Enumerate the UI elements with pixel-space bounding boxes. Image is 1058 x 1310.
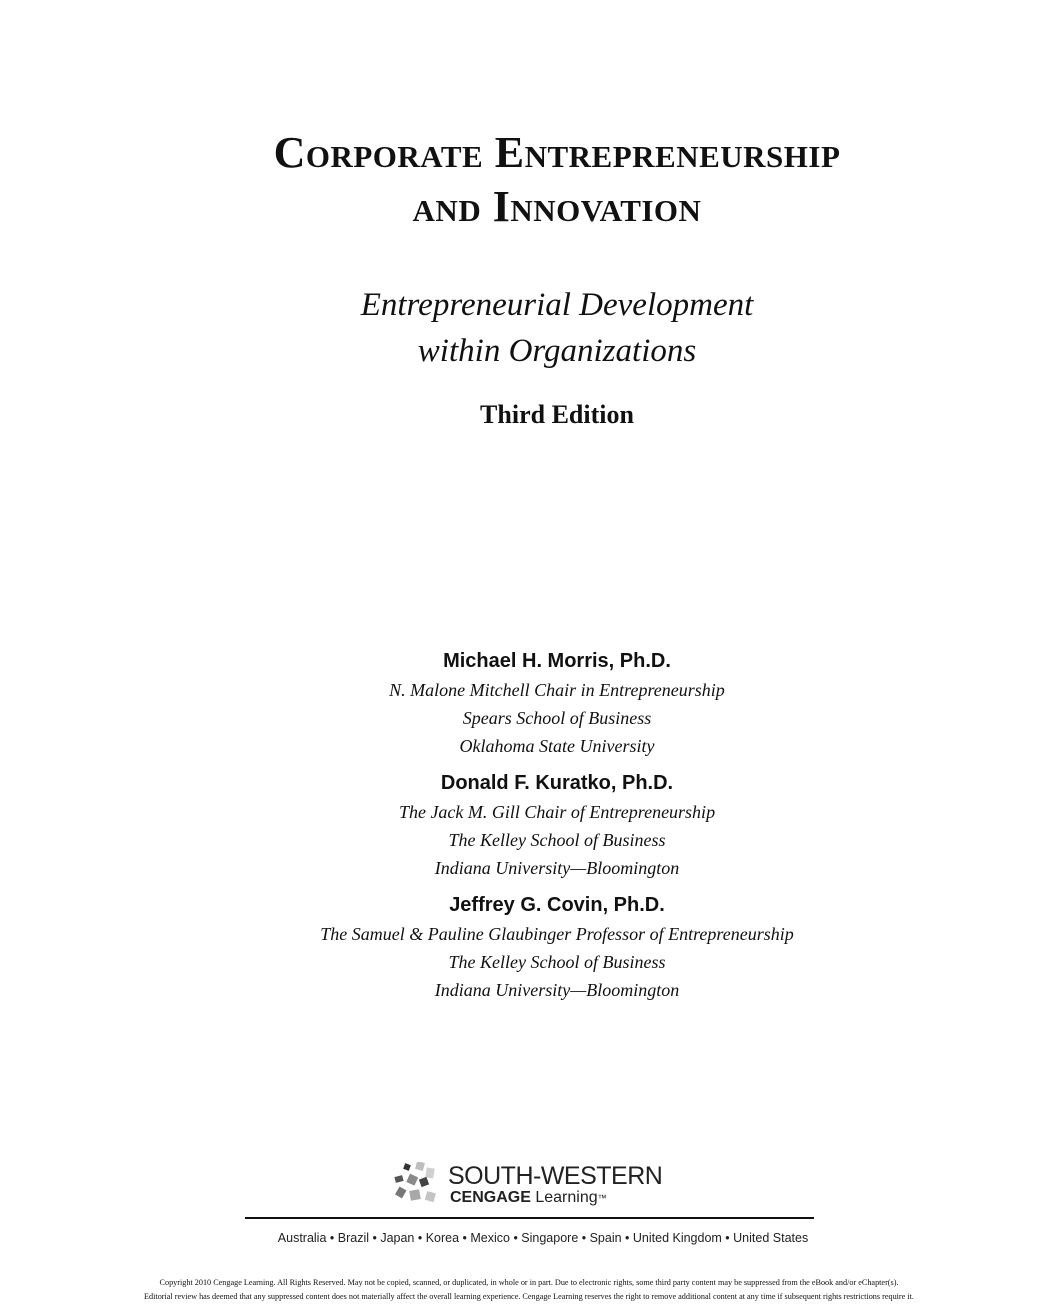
author-affiliation: The Kelley School of Business xyxy=(448,830,666,850)
copyright-notice xyxy=(0,1276,1058,1304)
book-subtitle-line-1: Entrepreneurial Development xyxy=(360,287,754,323)
publisher-imprint xyxy=(450,1188,607,1208)
publisher-countries: Australia • Brazil • Japan • Korea • Mexico • Singapore • Spain • United Kingdom • United States xyxy=(277,1231,809,1245)
publisher-imprint-rest: Learning xyxy=(530,1189,598,1206)
copyright-line-1: Copyright 2010 Cengage Learning. All Rights Reserved. May not be copied, scanned, or duplicated, in whole or in part. Due to electronic rights, some third party content may be suppressed from the eBook and/or eChapter(s). xyxy=(159,1278,899,1287)
cengage-logo-icon xyxy=(394,1162,442,1208)
author-name: Jeffrey G. Covin, Ph.D. xyxy=(449,894,665,916)
book-title-line-1: Corporate Entrepreneurship xyxy=(273,128,841,177)
edition-label: Third Edition xyxy=(480,400,634,429)
book-title-line-2: and Innovation xyxy=(412,182,702,231)
author-affiliation: Indiana University—Bloomington xyxy=(434,980,680,1000)
author-name: Donald F. Kuratko, Ph.D. xyxy=(440,772,674,794)
publisher-logo xyxy=(394,1162,684,1210)
author-block xyxy=(28,768,1058,882)
book-title xyxy=(28,126,1058,234)
trademark-mark: ™ xyxy=(597,1193,607,1203)
book-subtitle-line-2: within Organizations xyxy=(417,333,697,369)
publisher-divider xyxy=(245,1217,814,1219)
author-list xyxy=(28,646,1058,1012)
author-affiliation: Indiana University—Bloomington xyxy=(434,858,680,878)
author-affiliation: The Samuel & Pauline Glaubinger Professor of Entrepreneurship xyxy=(320,924,794,944)
author-affiliation: N. Malone Mitchell Chair in Entrepreneurship xyxy=(389,680,725,700)
author-affiliation: The Kelley School of Business xyxy=(448,952,666,972)
copyright-line-2: Editorial review has deemed that any suppressed content does not materially affect the overall learning experience. Cengage Learning reserves the right to remove additional content at any time if subsequent rights restrictions require it. xyxy=(144,1292,914,1301)
author-block xyxy=(28,890,1058,1004)
author-block xyxy=(28,646,1058,760)
author-affiliation: Oklahoma State University xyxy=(459,736,655,756)
publisher-imprint-bold: CENGAGE xyxy=(450,1189,531,1206)
author-affiliation: The Jack M. Gill Chair of Entrepreneurship xyxy=(398,802,716,822)
author-name: Michael H. Morris, Ph.D. xyxy=(443,650,671,672)
author-affiliation: Spears School of Business xyxy=(462,708,652,728)
publisher-name: SOUTH-WESTERN xyxy=(448,1162,663,1190)
book-subtitle xyxy=(28,282,1058,374)
